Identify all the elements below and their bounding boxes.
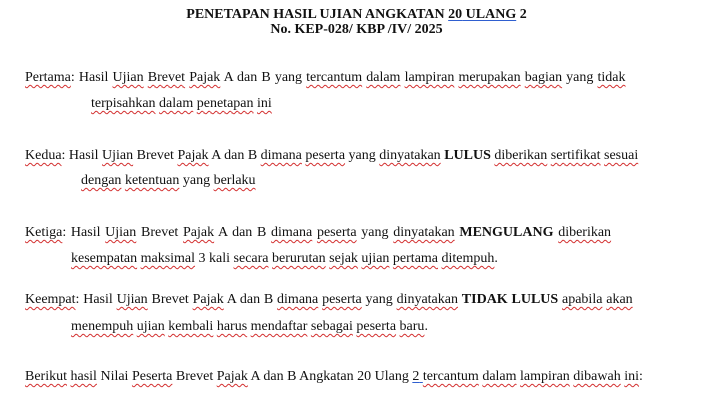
paragraph-closing <box>25 367 685 391</box>
status-lulus: LULUS <box>444 148 491 163</box>
document-number: No. KEP-028/ KBP /IV/ 2025 <box>270 22 443 37</box>
title-ulang: ULANG <box>462 7 517 22</box>
paragraph-ketiga <box>25 223 685 273</box>
status-tidak-lulus: TIDAK LULUS <box>461 292 559 307</box>
paragraph-kedua <box>25 146 685 196</box>
paragraph-keempat <box>25 290 685 340</box>
title-text: PENETAPAN HASIL UJIAN ANGKATAN <box>186 7 449 22</box>
title-batch-number: 20 <box>448 7 463 22</box>
paragraph-label: Ketiga <box>25 225 63 240</box>
paragraph-label: Keempat <box>25 292 76 307</box>
keempat-line-1: Keempat: Hasil Ujian Brevet Pajak A dan B dimana peserta yang dinyatakan TIDAK LULUS apabila akan <box>25 292 633 307</box>
closing-line: Berikut hasil Nilai Peserta Brevet Pajak A dan B Angkatan 20 Ulang 2 tercantum dalam lampiran dibawah ini: <box>25 369 643 384</box>
status-mengulang: MENGULANG <box>459 225 554 240</box>
kedua-line-2: dengan ketentuan yang berlaku <box>81 173 256 188</box>
ketiga-line-1: Ketiga: Hasil Ujian Brevet Pajak A dan B dimana peserta yang dinyatakan MENGULANG diberikan <box>25 225 612 240</box>
paragraph-pertama <box>25 68 675 118</box>
ketiga-line-2: kesempatan maksimal 3 kali secara berurutan sejak ujian pertama ditempuh. <box>71 251 498 266</box>
document-title <box>0 7 713 23</box>
title-ulang-number: 2 <box>516 7 527 22</box>
keempat-line-2: menempuh ujian kembali harus mendaftar sebagai peserta baru. <box>71 319 428 334</box>
paragraph-label: Pertama <box>25 70 71 85</box>
pertama-line-1: Pertama: Hasil Ujian Brevet Pajak A dan B yang tercantum dalam lampiran merupakan bagian yang tidak <box>25 70 626 85</box>
pertama-line-2: terpisahkan dalam penetapan ini <box>91 96 272 111</box>
paragraph-label: Kedua <box>25 148 62 163</box>
kedua-line-1: Kedua: Hasil Ujian Brevet Pajak A dan B dimana peserta yang dinyatakan LULUS diberikan sertifikat sesuai <box>25 148 639 163</box>
